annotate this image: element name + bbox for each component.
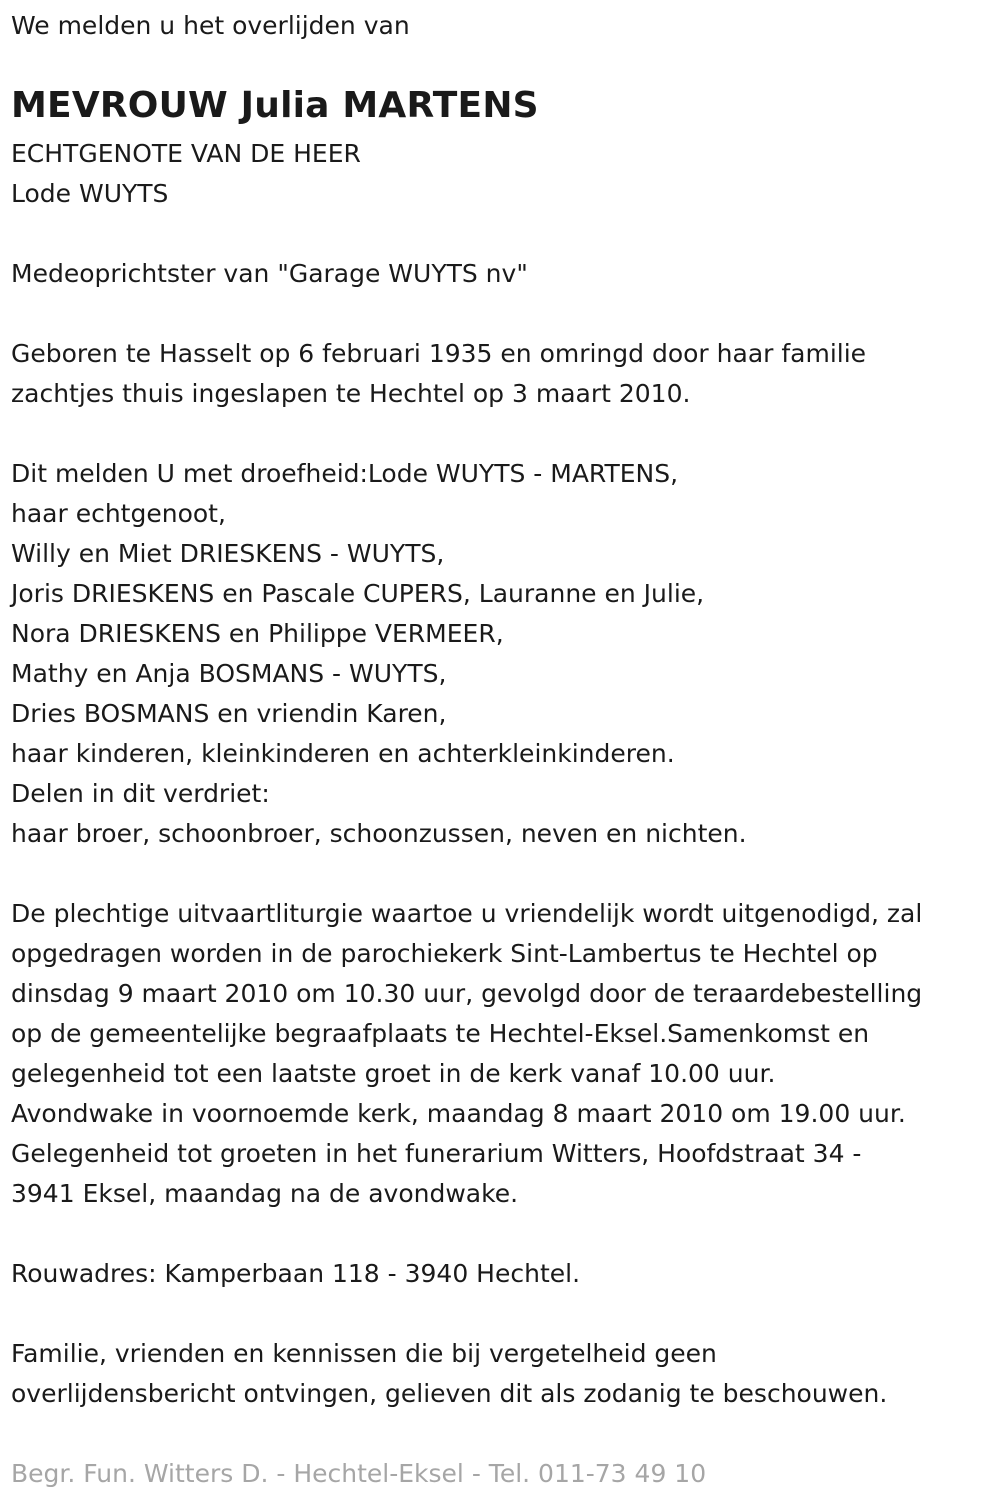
funeral-line: op de gemeentelijke begraafplaats te Hechtel-Eksel.Samenkomst en [11,1019,870,1048]
spouse-block [11,134,361,214]
family-line: Joris DRIESKENS en Pascale CUPERS, Lauranne en Julie, [11,579,705,608]
family-line: Dries BOSMANS en vriendin Karen, [11,699,447,728]
mourning-address: Rouwadres: Kamperbaan 118 - 3940 Hechtel. [11,1259,581,1288]
intro-text: We melden u het overlijden van [11,11,410,40]
family-line: Delen in dit verdriet: [11,779,270,808]
funeral-line: 3941 Eksel, maandag na de avondwake. [11,1179,519,1208]
funeral-home-footer: Begr. Fun. Witters D. - Hechtel-Eksel - Tel. 011-73 49 10 [11,1459,707,1488]
family-line: Nora DRIESKENS en Philippe VERMEER, [11,619,504,648]
funeral-line: gelegenheid tot een laatste groet in de kerk vanaf 10.00 uur. [11,1059,776,1088]
birth-death-block [11,334,866,414]
birth-death-line: zachtjes thuis ingeslapen te Hechtel op 3 maart 2010. [11,379,691,408]
funeral-block [11,894,922,1214]
family-block [11,454,747,854]
funeral-line: opgedragen worden in de parochiekerk Sint-Lambertus te Hechtel op [11,939,878,968]
family-line: haar echtgenoot, [11,499,226,528]
family-line: haar broer, schoonbroer, schoonzussen, neven en nichten. [11,819,747,848]
family-line: haar kinderen, kleinkinderen en achterkleinkinderen. [11,739,675,768]
deceased-name: MEVROUW Julia MARTENS [11,85,539,126]
mourning-address-block [11,1254,580,1294]
family-line: Mathy en Anja BOSMANS - WUYTS, [11,659,447,688]
birth-death-line: Geboren te Hasselt op 6 februari 1935 en omringd door haar familie [11,339,867,368]
family-line: Willy en Miet DRIESKENS - WUYTS, [11,539,445,568]
funeral-line: De plechtige uitvaartliturgie waartoe u vriendelijk wordt uitgenodigd, zal [11,899,923,928]
family-line: Dit melden U met droefheid:Lode WUYTS - MARTENS, [11,459,679,488]
spouse-title: ECHTGENOTE VAN DE HEER [11,139,361,168]
closing-block [11,1334,887,1414]
funeral-line: Gelegenheid tot groeten in het funerarium Witters, Hoofdstraat 34 - [11,1139,862,1168]
closing-line: overlijdensbericht ontvingen, gelieven dit als zodanig te beschouwen. [11,1379,888,1408]
cofounder-text: Medeoprichtster van "Garage WUYTS nv" [11,259,528,288]
cofounder-block [11,254,528,294]
closing-line: Familie, vrienden en kennissen die bij vergetelheid geen [11,1339,717,1368]
spouse-name: Lode WUYTS [11,179,169,208]
funeral-line: dinsdag 9 maart 2010 om 10.30 uur, gevolgd door de teraardebestelling [11,979,923,1008]
funeral-line: Avondwake in voornoemde kerk, maandag 8 maart 2010 om 19.00 uur. [11,1099,906,1128]
